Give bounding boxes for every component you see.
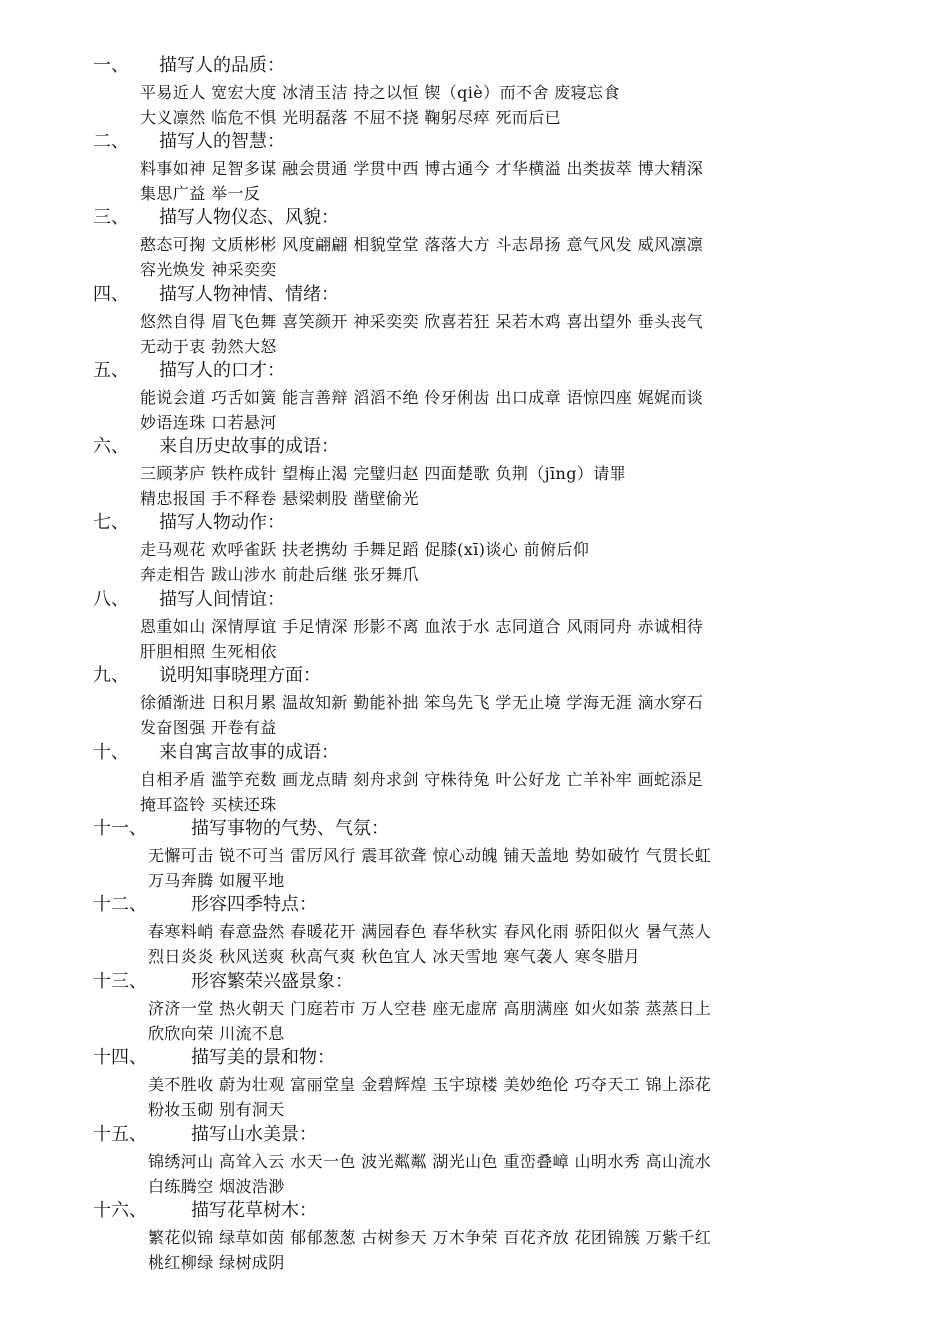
section-number: 四、: [93, 284, 129, 305]
section-title: 描写山水美景：: [191, 1124, 317, 1145]
section-number: 十六、: [93, 1200, 147, 1221]
idiom-line: 集思广益 举一反: [140, 184, 261, 203]
section-number: 十一、: [93, 818, 147, 839]
section-number: 三、: [93, 207, 129, 228]
section-title: 说明知事晓理方面：: [159, 665, 321, 686]
idiom-line: 掩耳盗铃 买椟还珠: [140, 795, 277, 814]
idiom-line: 大义凛然 临危不惧 光明磊落 不屈不挠 鞠躬尽瘁 死而后已: [140, 108, 562, 127]
section-title: 描写美的景和物：: [191, 1047, 335, 1068]
idiom-line: 万马奔腾 如履平地: [148, 871, 285, 890]
section-heading: [93, 1200, 317, 1222]
section-heading: [93, 207, 339, 229]
section-heading: [93, 360, 285, 382]
idiom-line: 奔走相告 跋山涉水 前赴后继 张牙舞爪: [140, 565, 419, 584]
section-heading: [93, 55, 285, 77]
section-title: 形容四季特点：: [191, 894, 317, 915]
section-title: 描写人物神情、情绪：: [159, 284, 339, 305]
section-number: 十四、: [93, 1047, 147, 1068]
idiom-line: 料事如神 足智多谋 融会贯通 学贯中西 博古通今 才华横溢 出类拔萃 博大精深: [140, 159, 704, 178]
section-number: 六、: [93, 436, 129, 457]
section-number: 五、: [93, 360, 129, 381]
section-number: 一、: [93, 55, 129, 76]
idiom-line: 妙语连珠 口若悬河: [140, 413, 277, 432]
section-heading: [93, 1124, 317, 1146]
section-title: 来自寓言故事的成语：: [159, 742, 339, 763]
section-heading: [93, 665, 321, 687]
idiom-line: 无动于衷 勃然大怒: [140, 337, 277, 356]
section-title: 描写人间情谊：: [159, 589, 285, 610]
section-number: 十三、: [93, 971, 147, 992]
idiom-line: 无懈可击 锐不可当 雷厉风行 震耳欲聋 惊心动魄 铺天盖地 势如破竹 气贯长虹: [148, 846, 712, 865]
idiom-line: 济济一堂 热火朝天 门庭若市 万人空巷 座无虚席 高朋满座 如火如荼 蒸蒸日上: [148, 999, 712, 1018]
section-number: 十、: [93, 742, 129, 763]
idiom-line: 自相矛盾 滥竽充数 画龙点睛 刻舟求剑 守株待兔 叶公好龙 亡羊补牢 画蛇添足: [140, 770, 704, 789]
idiom-line: 恩重如山 深情厚谊 手足情深 形影不离 血浓于水 志同道合 风雨同舟 赤诚相待: [140, 617, 704, 636]
section-heading: [93, 818, 389, 840]
idiom-line: 锦绣河山 高耸入云 水天一色 波光粼粼 湖光山色 重峦叠嶂 山明水秀 高山流水: [148, 1152, 712, 1171]
section-heading: [93, 742, 339, 764]
section-heading: [93, 284, 339, 306]
idiom-line: 粉妆玉砌 别有洞天: [148, 1100, 285, 1119]
section-number: 十五、: [93, 1124, 147, 1145]
idiom-line: 美不胜收 蔚为壮观 富丽堂皇 金碧辉煌 玉宇琼楼 美妙绝伦 巧夺天工 锦上添花: [148, 1075, 712, 1094]
idiom-line: 繁花似锦 绿草如茵 郁郁葱葱 古树参天 万木争荣 百花齐放 花团锦簇 万紫千红: [148, 1228, 712, 1247]
section-title: 描写人物动作：: [159, 512, 285, 533]
section-title: 描写人物仪态、风貌：: [159, 207, 339, 228]
section-number: 八、: [93, 589, 129, 610]
section-number: 七、: [93, 512, 129, 533]
section-heading: [93, 131, 285, 153]
idiom-line: 憨态可掬 文质彬彬 风度翩翩 相貌堂堂 落落大方 斗志昂扬 意气风发 威风凛凛: [140, 235, 704, 254]
section-heading: [93, 894, 317, 916]
section-number: 二、: [93, 131, 129, 152]
section-title: 形容繁荣兴盛景象：: [191, 971, 353, 992]
idiom-line: 烈日炎炎 秋风送爽 秋高气爽 秋色宜人 冰天雪地 寒气袭人 寒冬腊月: [148, 947, 641, 966]
section-title: 描写花草树木：: [191, 1200, 317, 1221]
section-title: 描写人的智慧：: [159, 131, 285, 152]
idiom-line: 春寒料峭 春意盎然 春暖花开 满园春色 春华秋实 春风化雨 骄阳似火 暑气蒸人: [148, 922, 712, 941]
section-heading: [93, 589, 285, 611]
idiom-line: 白练腾空 烟波浩渺: [148, 1177, 285, 1196]
section-heading: [93, 512, 285, 534]
idiom-line: 徐循渐进 日积月累 温故知新 勤能补拙 笨鸟先飞 学无止境 学海无涯 滴水穿石: [140, 693, 704, 712]
section-number: 十二、: [93, 894, 147, 915]
idiom-line: 欣欣向荣 川流不息: [148, 1024, 285, 1043]
idiom-line: 平易近人 宽宏大度 冰清玉洁 持之以恒 锲（qiè）而不舍 废寝忘食: [140, 83, 620, 102]
idiom-line: 走马观花 欢呼雀跃 扶老携幼 手舞足蹈 促膝(xī)谈心 前俯后仰: [140, 540, 590, 559]
idiom-line: 容光焕发 神采奕奕: [140, 260, 277, 279]
section-title: 来自历史故事的成语：: [159, 436, 339, 457]
section-heading: [93, 971, 353, 993]
idiom-line: 肝胆相照 生死相依: [140, 642, 277, 661]
section-title: 描写人的口才：: [159, 360, 285, 381]
idiom-line: 发奋图强 开卷有益: [140, 718, 277, 737]
idiom-line: 桃红柳绿 绿树成阴: [148, 1253, 285, 1272]
idiom-line: 精忠报国 手不释卷 悬梁刺股 凿壁偷光: [140, 489, 419, 508]
idiom-line: 悠然自得 眉飞色舞 喜笑颜开 神采奕奕 欣喜若狂 呆若木鸡 喜出望外 垂头丧气: [140, 312, 704, 331]
section-heading: [93, 1047, 335, 1069]
section-title: 描写事物的气势、气氛：: [191, 818, 389, 839]
idiom-line: 三顾茅庐 铁杵成针 望梅止渴 完璧归赵 四面楚歌 负荆（jīng）请罪: [140, 464, 627, 483]
idiom-line: 能说会道 巧舌如簧 能言善辩 滔滔不绝 伶牙俐齿 出口成章 语惊四座 娓娓而谈: [140, 388, 704, 407]
section-number: 九、: [93, 665, 129, 686]
section-heading: [93, 436, 339, 458]
section-title: 描写人的品质：: [159, 55, 285, 76]
